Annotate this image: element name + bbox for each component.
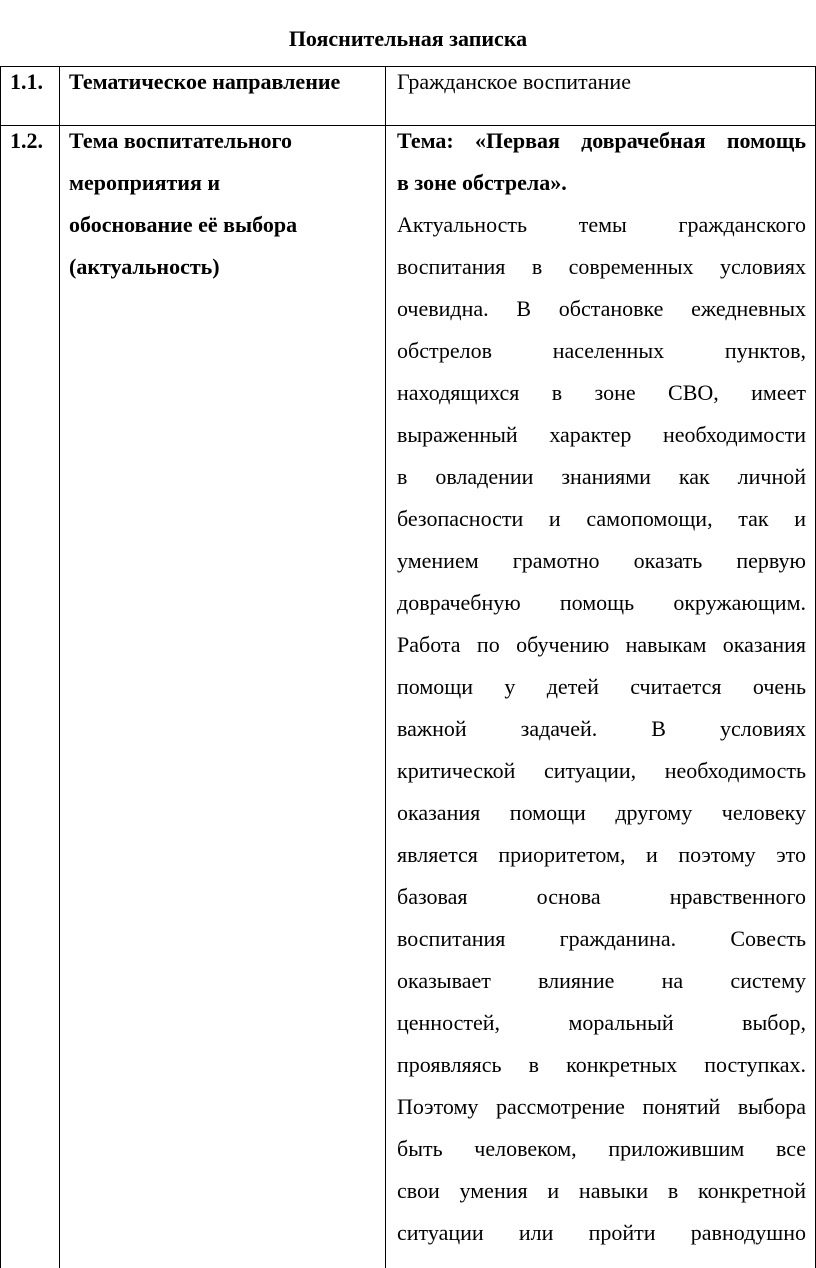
- row-2-label: [69, 120, 379, 288]
- body-line: воспитания гражданина. Совесть: [397, 926, 806, 951]
- page-title: Пояснительная записка: [288, 26, 528, 51]
- body-line: критической ситуации, необходимость: [397, 758, 806, 783]
- column-divider-2: [385, 66, 386, 1268]
- body-line: Работа по обучению навыкам оказания: [397, 632, 806, 657]
- label-line: обоснование её выбора: [69, 212, 298, 237]
- body-line: помощи у детей считается очень: [397, 674, 806, 699]
- body-line: обстрелов населенных пунктов,: [397, 338, 806, 363]
- topic-line: в зоне обстрела».: [397, 170, 567, 195]
- body-line: очевидна. В обстановке ежедневных: [397, 296, 806, 321]
- row-2-content: [397, 120, 806, 1254]
- body-line: свои умения и навыки в конкретной: [397, 1178, 806, 1203]
- row-2-number: 1.2.: [10, 128, 43, 153]
- body-line: оказания помощи другому человеку: [397, 800, 806, 825]
- label-line: (актуальность): [69, 254, 220, 279]
- body-line: воспитания в современных условиях: [397, 254, 806, 279]
- body-line: Актуальность темы гражданского: [397, 212, 806, 237]
- column-divider-1: [59, 66, 60, 1268]
- row-1-label: Тематическое направление: [69, 69, 341, 94]
- body-line: ценностей, моральный выбор,: [397, 1010, 806, 1035]
- body-line: безопасности и самопомощи, так и: [397, 506, 806, 531]
- body-line: выраженный характер необходимости: [397, 422, 806, 447]
- table-border-left: [0, 66, 1, 1268]
- body-line: в овладении знаниями как личной: [397, 464, 806, 489]
- body-line: является приоритетом, и поэтому это: [397, 842, 806, 867]
- label-line: Тема воспитательного: [69, 128, 292, 153]
- topic-justification: [397, 204, 806, 1254]
- label-line: мероприятия и: [69, 170, 221, 195]
- body-line: Поэтому рассмотрение понятий выбора: [397, 1094, 806, 1119]
- row-1-value: Гражданское воспитание: [397, 69, 631, 94]
- body-line: умением грамотно оказать первую: [397, 548, 806, 573]
- body-line: находящихся в зоне СВО, имеет: [397, 380, 806, 405]
- body-line: доврачебную помощь окружающим.: [397, 590, 806, 615]
- row-1-number: 1.1.: [10, 69, 43, 94]
- body-line: базовая основа нравственного: [397, 884, 806, 909]
- body-line: ситуации или пройти равнодушно: [397, 1220, 806, 1245]
- body-line: проявляясь в конкретных поступках.: [397, 1052, 806, 1077]
- body-line: оказывает влияние на систему: [397, 968, 806, 993]
- body-line: важной задачей. В условиях: [397, 716, 806, 741]
- topic-line: Тема: «Первая доврачебная помощь: [397, 128, 806, 153]
- body-line: быть человеком, приложившим все: [397, 1136, 806, 1161]
